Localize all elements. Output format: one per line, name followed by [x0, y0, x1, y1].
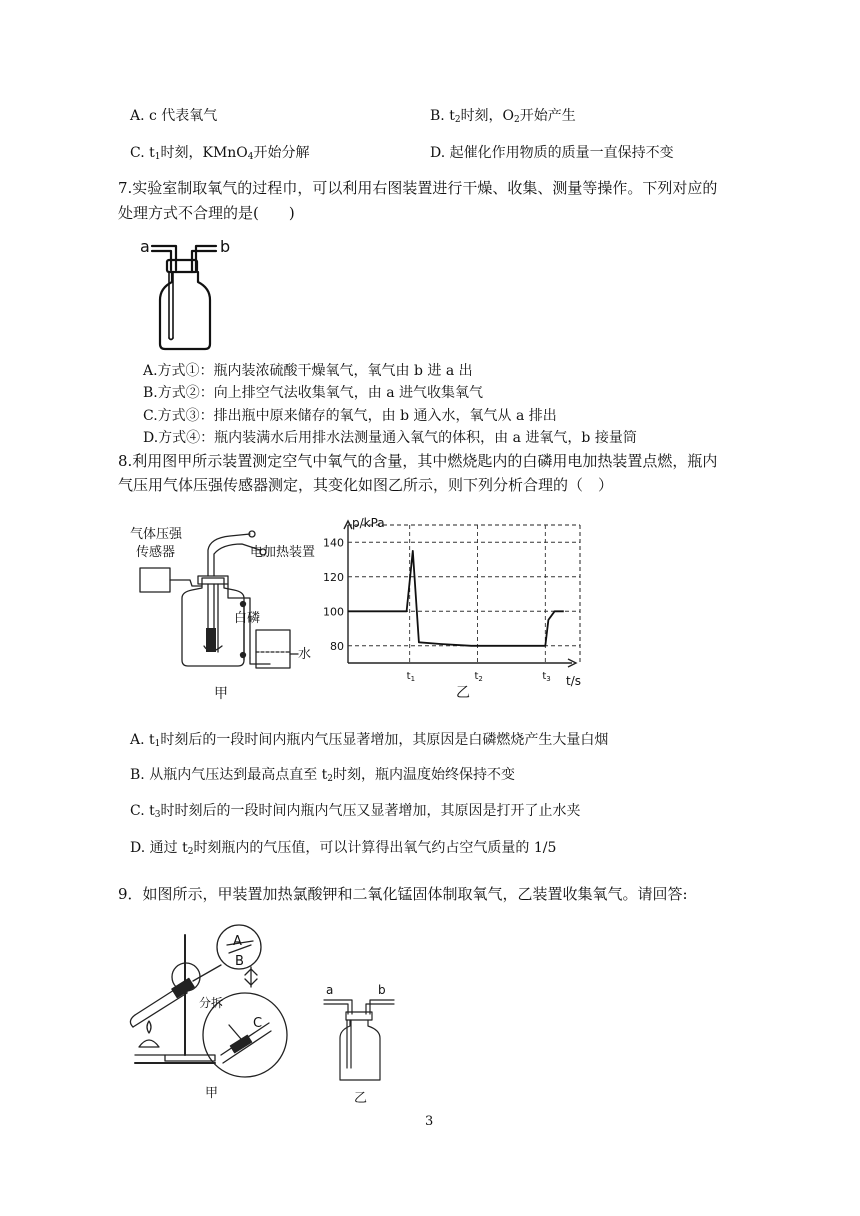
q6-option-d: D. 起催化作用物质的质量一直保持不变 [430, 145, 674, 161]
q7-fig-label-a: a [140, 237, 150, 256]
q8-option-d: D. 通过 $t_2$时刻瓶内的气压值，可以计算得出氧气约占空气质量的 1/5 [130, 840, 557, 857]
q9-fig-label-a: a [326, 983, 334, 997]
page-number: 3 [425, 1114, 434, 1129]
chart-y-label: p/kPa [352, 516, 385, 530]
q8-option-b: B. 从瓶内气压达到最高点直至 $t_2$时刻，瓶内温度始终保持不变 [130, 767, 515, 784]
q9-fig-label-b: b [378, 983, 386, 997]
q6-option-a: A. c 代表氧气 [130, 108, 218, 124]
chart-y-tick-label: 120 [323, 570, 344, 584]
q8-fig-jia-label: 甲 [214, 686, 228, 702]
q8-option-c: C. $t_3$时时刻后的一段时间内瓶内气压又显著增加，其原因是打开了止水夹 [130, 803, 581, 820]
q9-collection-bottle-figure [318, 978, 408, 1108]
q7-stem-line1: 7.实验室制取氧气的过程巾，可以利用右图装置进行干燥、收集、测量等操作。下列对应的 [118, 179, 718, 197]
q9-stem: 9．如图所示，甲装置加热氯酸钾和二氧化锰固体制取氧气，乙装置收集氧气。请回答: [118, 885, 688, 903]
chart-x-tick-label: $t_2$ [474, 671, 483, 683]
q8-pressure-chart [320, 515, 600, 705]
chart-x-label: t/s [566, 674, 581, 688]
q7-option-b: B.方式②：向上排空气法收集氧气，由 a 进气收集氧气 [143, 385, 483, 401]
q6-option-b: B. $t_2$时刻，$O_2$开始产生 [430, 108, 576, 125]
q7-stem-line2: 处理方式不合理的是( ) [118, 204, 295, 222]
q8-fig-yi-label: 乙 [456, 685, 470, 701]
q9-fig-yi-label: 乙 [354, 1091, 368, 1106]
q8-stem-line1: 8.利用图甲所示装置测定空气中氧气的含量，其中燃烧匙内的白磷用电加热装置点燃，瓶内 [118, 452, 718, 470]
q8-apparatus-figure [130, 520, 330, 705]
chart-y-tick-label: 100 [323, 605, 344, 619]
chart-series-line [348, 551, 564, 646]
q9-fig-split-label: 分拆 [199, 996, 224, 1010]
chart-y-tick-label: 140 [323, 536, 344, 550]
q8-fig-phosphorus-label: 白磷 [234, 611, 261, 626]
q9-heating-apparatus-figure [125, 915, 305, 1105]
chart-x-tick-label: $t_3$ [542, 671, 551, 683]
chart-x-tick-label: $t_1$ [406, 671, 416, 683]
chart-y-tick-label: 80 [330, 639, 344, 653]
q7-option-a: A.方式①：瓶内装浓硫酸干燥氧气，氧气由 b 进 a 出 [143, 363, 473, 379]
q9-fig-label-B: B [235, 954, 244, 969]
q7-option-d: D.方式④：瓶内装满水后用排水法测量通入氧气的体积，由 a 进氧气，b 接量筒 [143, 430, 637, 446]
q8-stem-line2: 气压用气体压强传感器测定，其变化如图乙所示，则下列分析合理的（ ） [118, 476, 614, 494]
q8-option-a: A. $t_1$时刻后的一段时间内瓶内气压显著增加，其原因是白磷燃烧产生大量白烟 [130, 732, 609, 749]
q6-option-c: C. $t_1$时刻，KMnO$_4$开始分解 [130, 145, 310, 162]
q7-fig-label-b: b [220, 237, 231, 256]
q9-fig-label-A: A [233, 934, 242, 949]
q7-option-c: C.方式③：排出瓶中原来储存的氧气，由 b 通入水，氧气从 a 排出 [143, 408, 557, 424]
q8-fig-heater-label: 电加热装置 [250, 545, 316, 560]
q8-fig-sensor-label-1: 气体压强 [130, 527, 183, 542]
q8-fig-sensor-label-2: 传感器 [136, 545, 176, 560]
q7-gas-bottle-figure [138, 232, 238, 354]
q9-fig-label-C: C [253, 1016, 263, 1031]
q9-fig-jia-label: 甲 [205, 1086, 219, 1101]
q8-fig-water-label: 水 [298, 647, 312, 662]
